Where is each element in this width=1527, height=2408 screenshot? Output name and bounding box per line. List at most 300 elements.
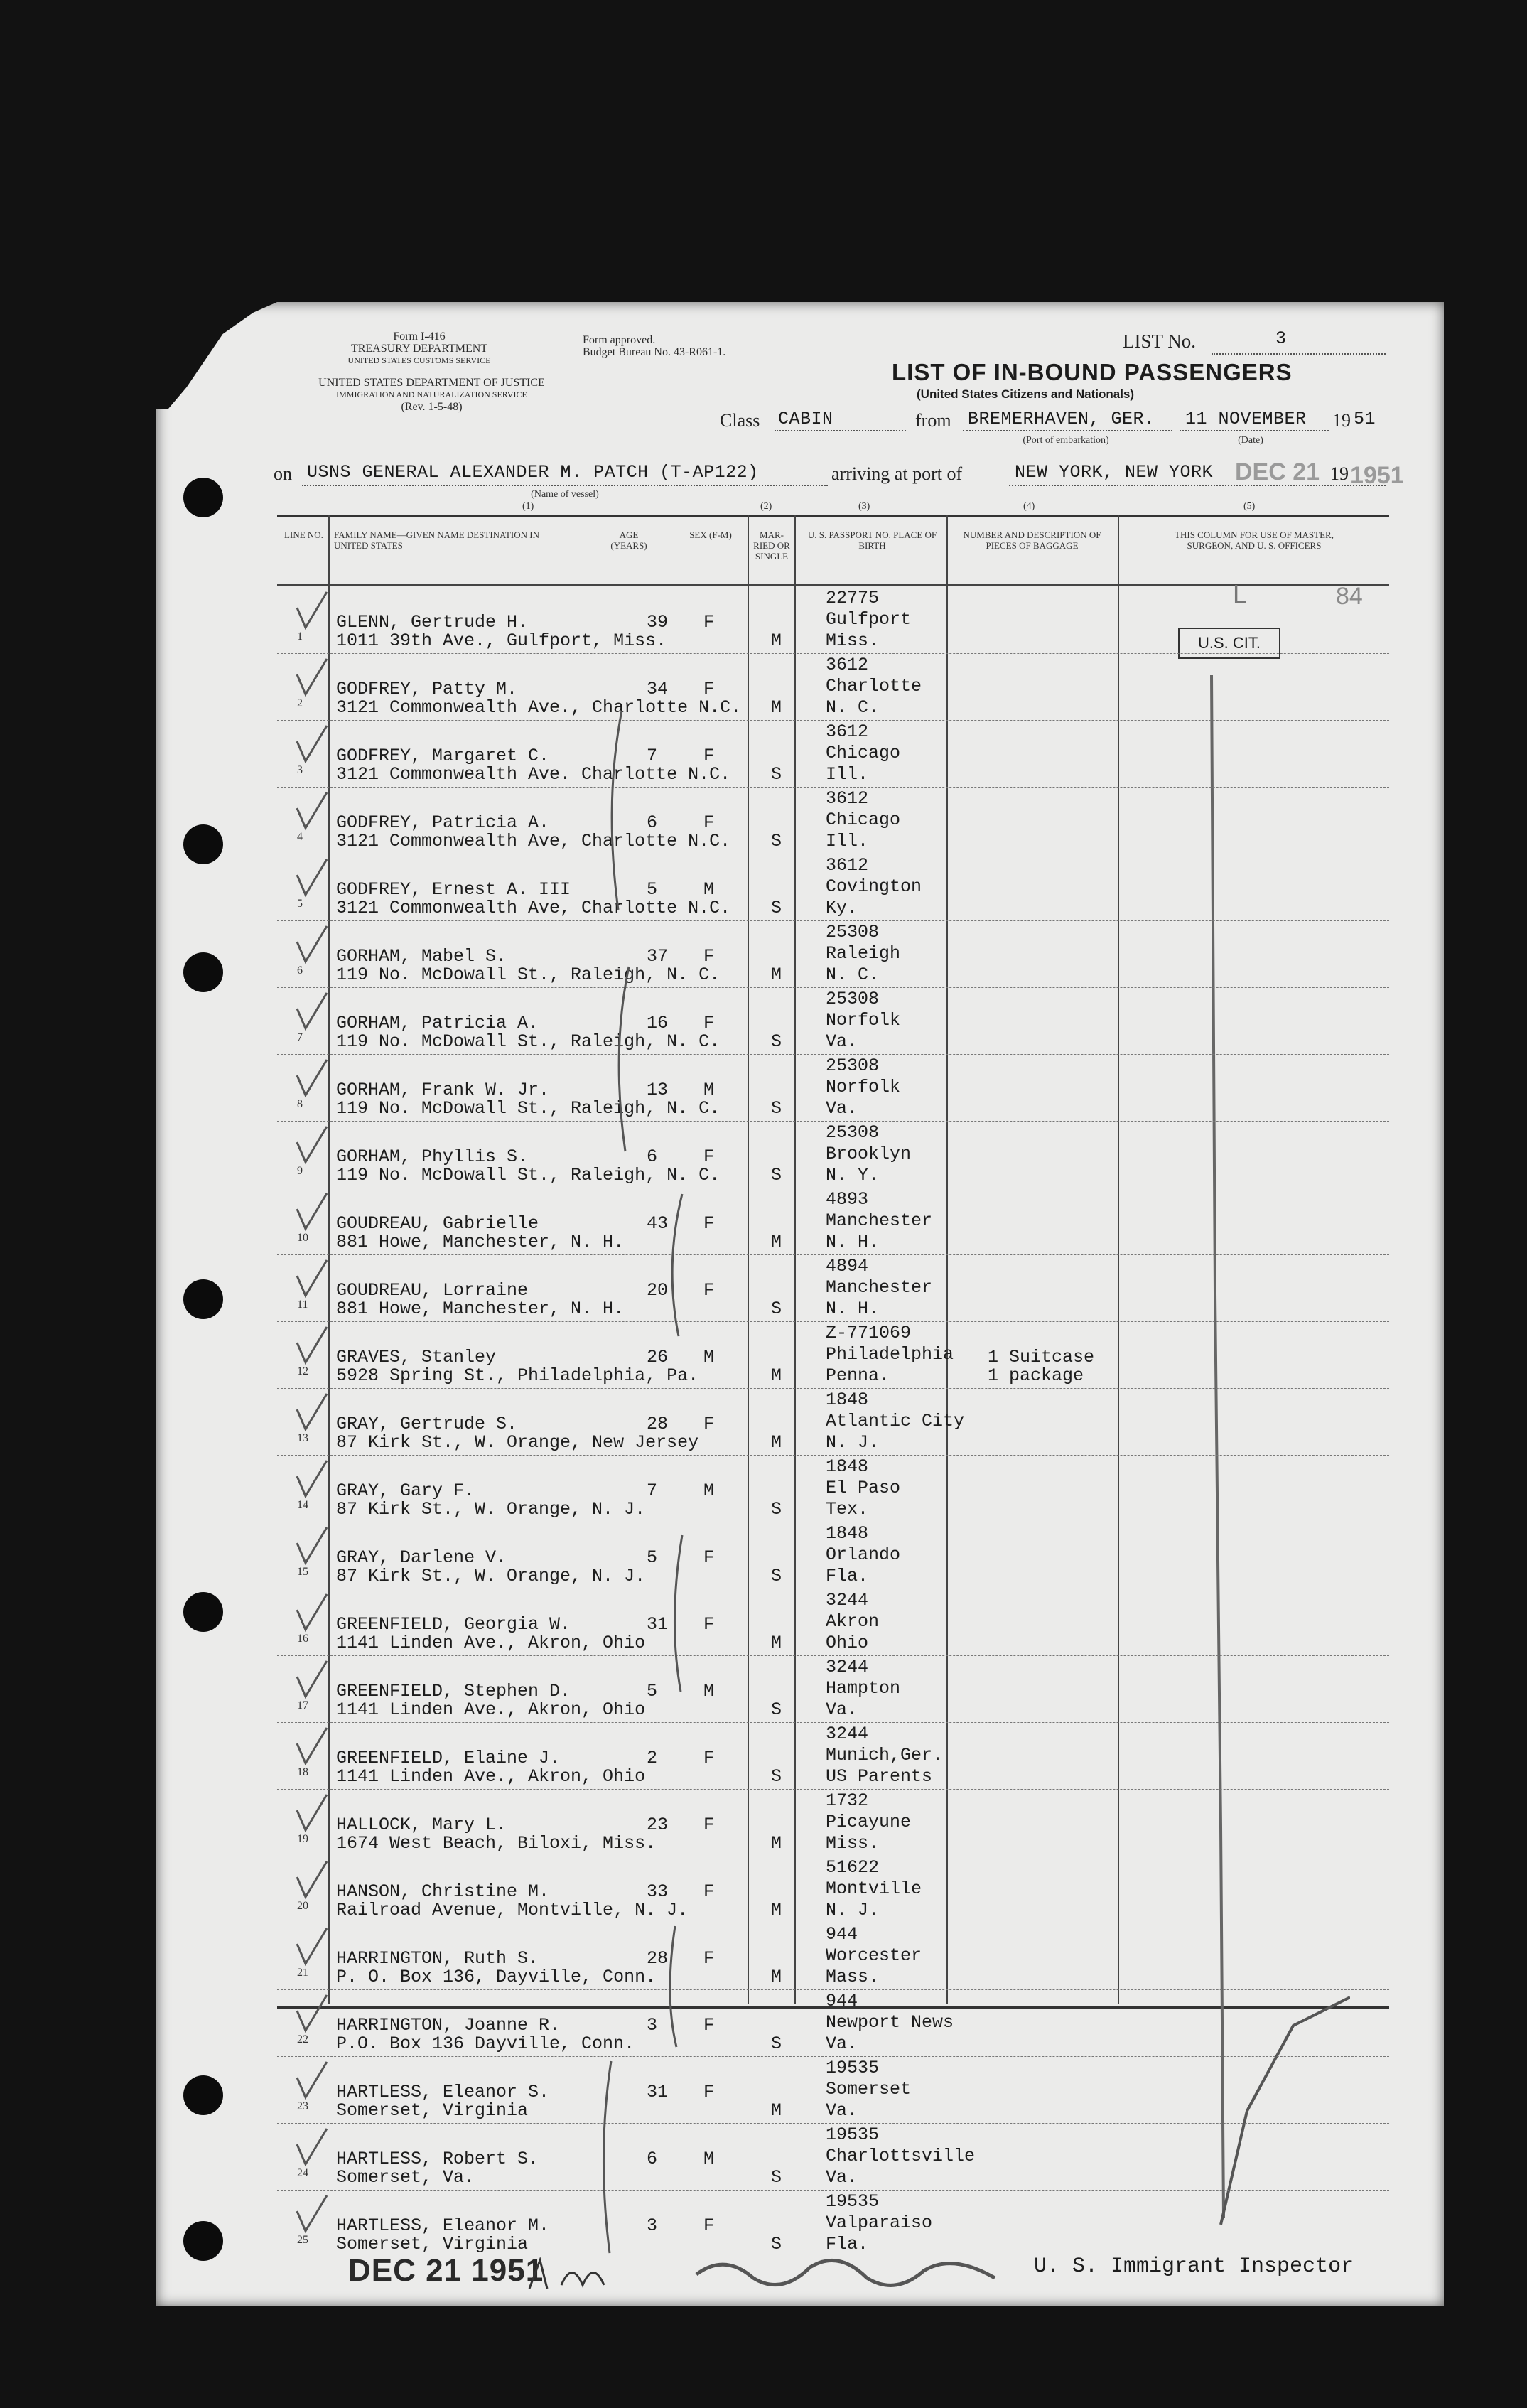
list-no-line — [1212, 353, 1386, 355]
passport-number: 3244 — [826, 1590, 869, 1611]
line-number: 6 — [297, 964, 303, 977]
marital-status: M — [771, 697, 782, 718]
passenger-age: 28 — [647, 1414, 669, 1434]
port-caption: (Port of embarkation) — [1023, 435, 1109, 446]
budget-bureau: Budget Bureau No. 43-R061-1. — [583, 346, 726, 358]
punch-hole — [183, 824, 223, 864]
justice-department: UNITED STATES DEPARTMENT OF JUSTICE — [318, 377, 545, 389]
birth-place-state: Tex. — [826, 1499, 869, 1520]
table-row — [277, 653, 1389, 721]
birth-place: Manchester — [826, 1210, 933, 1231]
check-icon — [291, 2190, 331, 2247]
passport-number: 1848 — [826, 1390, 869, 1410]
table-row — [277, 1188, 1389, 1255]
passenger-address: 1674 West Beach, Biloxi, Miss. — [336, 1833, 657, 1854]
table-row — [277, 854, 1389, 921]
birth-place: Montville — [826, 1878, 922, 1899]
check-icon — [291, 653, 331, 710]
line-number: 8 — [297, 1098, 303, 1110]
table-row — [277, 720, 1389, 788]
class-label: Class — [720, 410, 760, 431]
check-icon — [291, 1522, 331, 1579]
line-number: 16 — [297, 1633, 308, 1645]
passenger-sex: F — [703, 1213, 715, 1234]
check-icon — [291, 787, 331, 844]
passenger-sex: M — [703, 1681, 715, 1702]
passenger-address: 87 Kirk St., W. Orange, New Jersey — [336, 1432, 699, 1453]
passport-number: 51622 — [826, 1857, 880, 1878]
marital-status: M — [771, 1633, 782, 1653]
date-caption: (Date) — [1238, 435, 1263, 446]
birth-place: Munich,Ger. — [826, 1745, 944, 1765]
line-number: 4 — [297, 831, 303, 843]
arrival-line — [1009, 485, 1386, 486]
check-icon — [291, 1856, 331, 1913]
birth-place: Chicago — [826, 810, 901, 830]
birth-place-state: Penna. — [826, 1365, 890, 1386]
inspector-label: U. S. Immigrant Inspector — [1034, 2254, 1354, 2279]
passenger-name: HARRINGTON, Ruth S. — [336, 1948, 539, 1969]
marital-status: S — [771, 1031, 782, 1052]
marital-status: S — [771, 831, 782, 851]
passenger-address: 881 Howe, Manchester, N. H. — [336, 1299, 625, 1319]
passenger-name: GORHAM, Phyllis S. — [336, 1146, 529, 1167]
passenger-age: 39 — [647, 612, 669, 633]
passenger-sex: F — [703, 1414, 715, 1434]
birth-place: Gulfport — [826, 609, 912, 630]
passenger-name: GODFREY, Margaret C. — [336, 746, 550, 766]
check-icon — [291, 1254, 331, 1311]
passenger-sex: F — [703, 2215, 715, 2236]
passport-number: 3244 — [826, 1724, 869, 1744]
passenger-address: 1011 39th Ave., Gulfport, Miss. — [336, 630, 667, 651]
passenger-address: 1141 Linden Ave., Akron, Ohio — [336, 1699, 646, 1720]
birth-place: Somerset — [826, 2079, 912, 2100]
table-row — [277, 1121, 1389, 1188]
passenger-age: 2 — [647, 1748, 658, 1768]
marital-status: M — [771, 2100, 782, 2121]
passenger-age: 3 — [647, 2015, 658, 2036]
line-number: 9 — [297, 1165, 303, 1177]
passenger-sex: F — [703, 1948, 715, 1969]
passenger-name: HARRINGTON, Joanne R. — [336, 2015, 561, 2036]
passenger-name: GOUDREAU, Gabrielle — [336, 1213, 539, 1234]
table-row — [277, 2056, 1389, 2124]
col-header-line: LINE NO. — [284, 530, 323, 540]
passenger-address: P.O. Box 136 Dayville, Conn. — [336, 2033, 635, 2054]
birth-place-state: Miss. — [826, 630, 880, 651]
check-icon — [291, 1388, 331, 1445]
passenger-name: HANSON, Christine M. — [336, 1881, 550, 1902]
marital-status: S — [771, 1766, 782, 1787]
passenger-sex: F — [703, 679, 715, 699]
officer-number: 84 — [1336, 583, 1363, 610]
marital-status: M — [771, 1900, 782, 1920]
col-header-age: AGE (YEARS) — [610, 530, 647, 551]
punch-hole — [183, 1592, 223, 1632]
line-number: 10 — [297, 1232, 308, 1244]
passenger-sex: F — [703, 1881, 715, 1902]
marital-status: S — [771, 1165, 782, 1186]
passenger-name: GREENFIELD, Georgia W. — [336, 1614, 571, 1635]
passenger-address: 1141 Linden Ave., Akron, Ohio — [336, 1766, 646, 1787]
form-approved: Form approved. — [583, 334, 656, 346]
ins-service: IMMIGRATION AND NATURALIZATION SERVICE — [336, 389, 527, 399]
passenger-name: GORHAM, Patricia A. — [336, 1013, 539, 1033]
passenger-age: 5 — [647, 1681, 658, 1702]
birth-place: Chicago — [826, 743, 901, 763]
col-header-passport: U. S. PASSPORT NO. PLACE OF BIRTH — [807, 530, 937, 551]
table-row — [277, 1388, 1389, 1456]
baggage-line-2: 1 package — [988, 1365, 1084, 1386]
birth-place-state: Mass. — [826, 1967, 880, 1987]
passenger-name: GOUDREAU, Lorraine — [336, 1280, 529, 1301]
passenger-address: 87 Kirk St., W. Orange, N. J. — [336, 1499, 646, 1520]
line-number: 2 — [297, 697, 303, 709]
check-icon — [291, 2056, 331, 2113]
check-icon — [291, 854, 331, 910]
passport-number: 3244 — [826, 1657, 869, 1677]
treasury-department: TREASURY DEPARTMENT — [350, 343, 488, 355]
line-number: 24 — [297, 2167, 308, 2179]
date-value: 11 NOVEMBER — [1185, 409, 1307, 429]
passenger-sex: F — [703, 946, 715, 967]
marital-status: S — [771, 2033, 782, 2054]
passenger-sex: F — [703, 1280, 715, 1301]
passenger-address: 87 Kirk St., W. Orange, N. J. — [336, 1566, 646, 1586]
line-number: 15 — [297, 1566, 308, 1578]
passenger-name: GRAY, Gertrude S. — [336, 1414, 518, 1434]
passenger-address: Somerset, Virginia — [336, 2100, 529, 2121]
passenger-age: 26 — [647, 1347, 669, 1367]
passenger-name: GODFREY, Ernest A. III — [336, 879, 571, 900]
arrival-port: NEW YORK, NEW YORK — [1015, 462, 1214, 483]
passport-number: 19535 — [826, 2191, 880, 2212]
passport-number: 19535 — [826, 2058, 880, 2078]
line-number: 1 — [297, 630, 303, 643]
birth-place-state: Va. — [826, 1031, 858, 1052]
passenger-name: GODFREY, Patricia A. — [336, 812, 550, 833]
marital-status: S — [771, 1699, 782, 1720]
check-icon — [291, 1054, 331, 1111]
line-number: 11 — [297, 1299, 308, 1311]
check-icon — [291, 1989, 331, 2046]
passenger-name: HARTLESS, Eleanor M. — [336, 2215, 550, 2236]
passport-number: 25308 — [826, 1122, 880, 1143]
line-number: 5 — [297, 898, 303, 910]
birth-place-state: N. J. — [826, 1432, 880, 1453]
line-number: 19 — [297, 1833, 308, 1845]
table-row — [277, 1054, 1389, 1122]
passenger-age: 23 — [647, 1815, 669, 1835]
passport-number: 4894 — [826, 1256, 869, 1276]
col-number-2: (2) — [760, 501, 772, 512]
passenger-sex: F — [703, 1748, 715, 1768]
line-number: 20 — [297, 1900, 308, 1912]
punch-hole — [183, 2075, 223, 2115]
table-row — [277, 987, 1389, 1055]
customs-service: UNITED STATES CUSTOMS SERVICE — [347, 355, 491, 365]
passenger-address: 119 No. McDowall St., Raleigh, N. C. — [336, 1098, 721, 1119]
check-icon — [291, 720, 331, 777]
passenger-name: HALLOCK, Mary L. — [336, 1815, 507, 1835]
passenger-sex: F — [703, 812, 715, 833]
table-row — [277, 1455, 1389, 1522]
passenger-age: 7 — [647, 1480, 658, 1501]
line-number: 3 — [297, 764, 303, 776]
passenger-address: 1141 Linden Ave., Akron, Ohio — [336, 1633, 646, 1653]
on-label: on — [274, 463, 292, 484]
col-header-baggage: NUMBER AND DESCRIPTION OF PIECES OF BAGGAGE — [963, 530, 1101, 551]
passenger-age: 31 — [647, 2082, 669, 2102]
handwritten-marks — [597, 697, 689, 2260]
check-icon — [291, 920, 331, 977]
passenger-age: 33 — [647, 1881, 669, 1902]
passenger-age: 7 — [647, 746, 658, 766]
birth-place-state: Ill. — [826, 764, 869, 785]
marital-status: M — [771, 1232, 782, 1252]
class-line — [775, 430, 906, 431]
birth-place-state: N. H. — [826, 1232, 880, 1252]
birth-place: El Paso — [826, 1478, 901, 1498]
table-row — [277, 1722, 1389, 1790]
passenger-name: GRAY, Gary F. — [336, 1480, 475, 1501]
table-row — [277, 2123, 1389, 2191]
line-number: 21 — [297, 1967, 308, 1979]
passport-number: 22775 — [826, 588, 880, 608]
check-icon — [291, 987, 331, 1044]
passenger-age: 16 — [647, 1013, 669, 1033]
passenger-name: HARTLESS, Robert S. — [336, 2149, 539, 2169]
passport-number: 3612 — [826, 855, 869, 876]
passenger-sex: F — [703, 1146, 715, 1167]
arrival-year-prefix: 19 — [1330, 463, 1349, 484]
passenger-address: 3121 Commonwealth Ave, Charlotte N.C. — [336, 831, 731, 851]
line-number: 22 — [297, 2033, 308, 2046]
passenger-address: 119 No. McDowall St., Raleigh, N. C. — [336, 1165, 721, 1186]
marital-status: S — [771, 2234, 782, 2254]
birth-place: Covington — [826, 876, 922, 897]
year-suffix: 51 — [1354, 409, 1376, 429]
form-header-justice — [274, 377, 590, 413]
check-icon — [291, 1923, 331, 1979]
arriving-label: arriving at port of — [831, 463, 963, 484]
birth-place: Norfolk — [826, 1077, 901, 1097]
passport-number: 1732 — [826, 1790, 869, 1811]
passenger-name: GRAY, Darlene V. — [336, 1547, 507, 1568]
passenger-name: GORHAM, Mabel S. — [336, 946, 507, 967]
birth-place-state: Va. — [826, 2033, 858, 2054]
table-row — [277, 1522, 1389, 1589]
birth-place: Newport News — [826, 2012, 954, 2033]
birth-place: Charlottsville — [826, 2146, 976, 2166]
passenger-sex: F — [703, 746, 715, 766]
passenger-address: 5928 Spring St., Philadelphia, Pa. — [336, 1365, 699, 1386]
passenger-sex: M — [703, 1080, 715, 1100]
baggage-line-1: 1 Suitcase — [988, 1347, 1095, 1367]
marital-status: M — [771, 964, 782, 985]
col-number-5: (5) — [1243, 501, 1256, 512]
birth-place: Worcester — [826, 1945, 922, 1966]
passenger-address: 119 No. McDowall St., Raleigh, N. C. — [336, 964, 721, 985]
passport-number: 3612 — [826, 655, 869, 675]
col-number-1: (1) — [522, 501, 534, 512]
passenger-age: 5 — [647, 1547, 658, 1568]
passenger-name: GORHAM, Frank W. Jr. — [336, 1080, 550, 1100]
birth-place: Hampton — [826, 1678, 901, 1699]
passenger-age: 31 — [647, 1614, 669, 1635]
date-line — [1180, 430, 1329, 431]
table-row — [277, 1254, 1389, 1322]
passenger-sex: M — [703, 1347, 715, 1367]
officer-mark: L — [1233, 579, 1248, 608]
passenger-name: GREENFIELD, Stephen D. — [336, 1681, 571, 1702]
check-icon — [291, 2123, 331, 2180]
birth-place-state: Va. — [826, 2167, 858, 2188]
birth-place-state: Ill. — [826, 831, 869, 851]
passenger-sex: M — [703, 1480, 715, 1501]
birth-place-state: N. Y. — [826, 1165, 880, 1186]
passenger-name: HARTLESS, Eleanor S. — [336, 2082, 550, 2102]
list-no-label: LIST No. — [1123, 330, 1197, 352]
passenger-sex: F — [703, 1013, 715, 1033]
passenger-name: GRAVES, Stanley — [336, 1347, 497, 1367]
passport-number: 944 — [826, 1924, 858, 1945]
birth-place: Valparaiso — [826, 2213, 933, 2233]
passenger-age: 37 — [647, 946, 669, 967]
table-row — [277, 1789, 1389, 1856]
passenger-age: 28 — [647, 1948, 669, 1969]
passenger-sex: F — [703, 2082, 715, 2102]
table-row — [277, 1923, 1389, 1990]
table-row — [277, 1856, 1389, 1923]
line-number: 18 — [297, 1766, 308, 1778]
check-icon — [291, 1321, 331, 1378]
check-icon — [291, 1789, 331, 1846]
line-number: 13 — [297, 1432, 308, 1444]
vessel-caption: (Name of vessel) — [531, 489, 599, 500]
citizen-stamp: U.S. CIT. — [1178, 628, 1280, 659]
marital-status: M — [771, 1432, 782, 1453]
birth-place: Philadelphia — [826, 1344, 954, 1365]
arrival-date-stamp: DEC 21 — [1235, 458, 1320, 485]
form-number: Form I-416 — [393, 330, 446, 343]
passenger-address: 119 No. McDowall St., Raleigh, N. C. — [336, 1031, 721, 1052]
birth-place-state: Miss. — [826, 1833, 880, 1854]
birth-place-state: Va. — [826, 2100, 858, 2121]
table-row — [277, 920, 1389, 988]
table-row — [277, 1655, 1389, 1723]
page-subtitle: (United States Citizens and Nationals) — [917, 387, 1135, 401]
passport-number: 25308 — [826, 989, 880, 1009]
passenger-age: 20 — [647, 1280, 669, 1301]
marital-status: S — [771, 1566, 782, 1586]
check-icon — [291, 1589, 331, 1645]
passport-number: 25308 — [826, 1055, 880, 1076]
from-line — [963, 430, 1172, 431]
table-row — [277, 1321, 1389, 1389]
passenger-address: Railroad Avenue, Montville, N. J. — [336, 1900, 689, 1920]
passenger-sex: F — [703, 1614, 715, 1635]
marital-status: S — [771, 2167, 782, 2188]
passenger-address: 3121 Commonwealth Ave. Charlotte N.C. — [336, 764, 731, 785]
passenger-age: 3 — [647, 2215, 658, 2236]
table-row — [277, 787, 1389, 854]
passenger-address: 3121 Commonwealth Ave, Charlotte N.C. — [336, 898, 731, 918]
passenger-address: 3121 Commonwealth Ave., Charlotte N.C. — [336, 697, 742, 718]
inspector-signature — [526, 2246, 1023, 2303]
passport-number: 944 — [826, 1991, 858, 2011]
check-icon — [291, 1722, 331, 1779]
punch-hole — [183, 952, 223, 992]
birth-place: Atlantic City — [826, 1411, 965, 1431]
passport-number: 1848 — [826, 1523, 869, 1544]
list-no-value: 3 — [1275, 328, 1287, 349]
marital-status: S — [771, 1098, 782, 1119]
col-number-4: (4) — [1023, 501, 1035, 512]
passenger-age: 13 — [647, 1080, 669, 1100]
passport-number: 1848 — [826, 1456, 869, 1477]
birth-place-state: US Parents — [826, 1766, 933, 1787]
passenger-age: 6 — [647, 1146, 658, 1167]
marital-status: M — [771, 630, 782, 651]
passenger-age: 6 — [647, 812, 658, 833]
year-prefix: 19 — [1332, 410, 1351, 431]
marital-status: S — [771, 1299, 782, 1319]
vessel-line — [302, 485, 828, 486]
birth-place: Manchester — [826, 1277, 933, 1298]
birth-place: Akron — [826, 1611, 880, 1632]
punch-hole — [183, 478, 223, 517]
line-number: 23 — [297, 2100, 308, 2112]
footer-date-stamp: DEC 21 1951 — [348, 2253, 544, 2288]
marital-status: M — [771, 1967, 782, 1987]
birth-place: Picayune — [826, 1812, 912, 1832]
passenger-age: 5 — [647, 879, 658, 900]
passenger-address: P. O. Box 136, Dayville, Conn. — [336, 1967, 657, 1987]
passenger-address: 881 Howe, Manchester, N. H. — [336, 1232, 625, 1252]
table-row — [277, 1589, 1389, 1656]
birth-place-state: Fla. — [826, 1566, 869, 1586]
birth-place-state: N. H. — [826, 1299, 880, 1319]
check-icon — [291, 586, 331, 643]
form-header-treasury — [313, 330, 526, 367]
birth-place-state: Va. — [826, 1098, 858, 1119]
birth-place-state: Ky. — [826, 898, 858, 918]
passport-number: 19535 — [826, 2124, 880, 2145]
passenger-sex: F — [703, 1547, 715, 1568]
marital-status: M — [771, 1365, 782, 1386]
passenger-name: GODFREY, Patty M. — [336, 679, 518, 699]
passenger-name: GLENN, Gertrude H. — [336, 612, 529, 633]
line-number: 7 — [297, 1031, 303, 1043]
passenger-name: GREENFIELD, Elaine J. — [336, 1748, 561, 1768]
passenger-address: Somerset, Virginia — [336, 2234, 529, 2254]
vessel-name: USNS GENERAL ALEXANDER M. PATCH (T-AP122) — [307, 462, 759, 483]
revision-date: (Rev. 1-5-48) — [401, 401, 463, 413]
passenger-sex: F — [703, 2015, 715, 2036]
header-rule — [277, 584, 1389, 586]
birth-place-state: Va. — [826, 1699, 858, 1720]
col-header-name: FAMILY NAME—GIVEN NAME DESTINATION IN UNITED STATES — [334, 530, 540, 551]
class-value: CABIN — [778, 409, 833, 429]
line-number: 12 — [297, 1365, 308, 1377]
birth-place-state: Fla. — [826, 2234, 869, 2254]
passenger-sex: F — [703, 612, 715, 633]
line-number: 25 — [297, 2234, 308, 2246]
birth-place-state: N. C. — [826, 964, 880, 985]
passenger-age: 34 — [647, 679, 669, 699]
